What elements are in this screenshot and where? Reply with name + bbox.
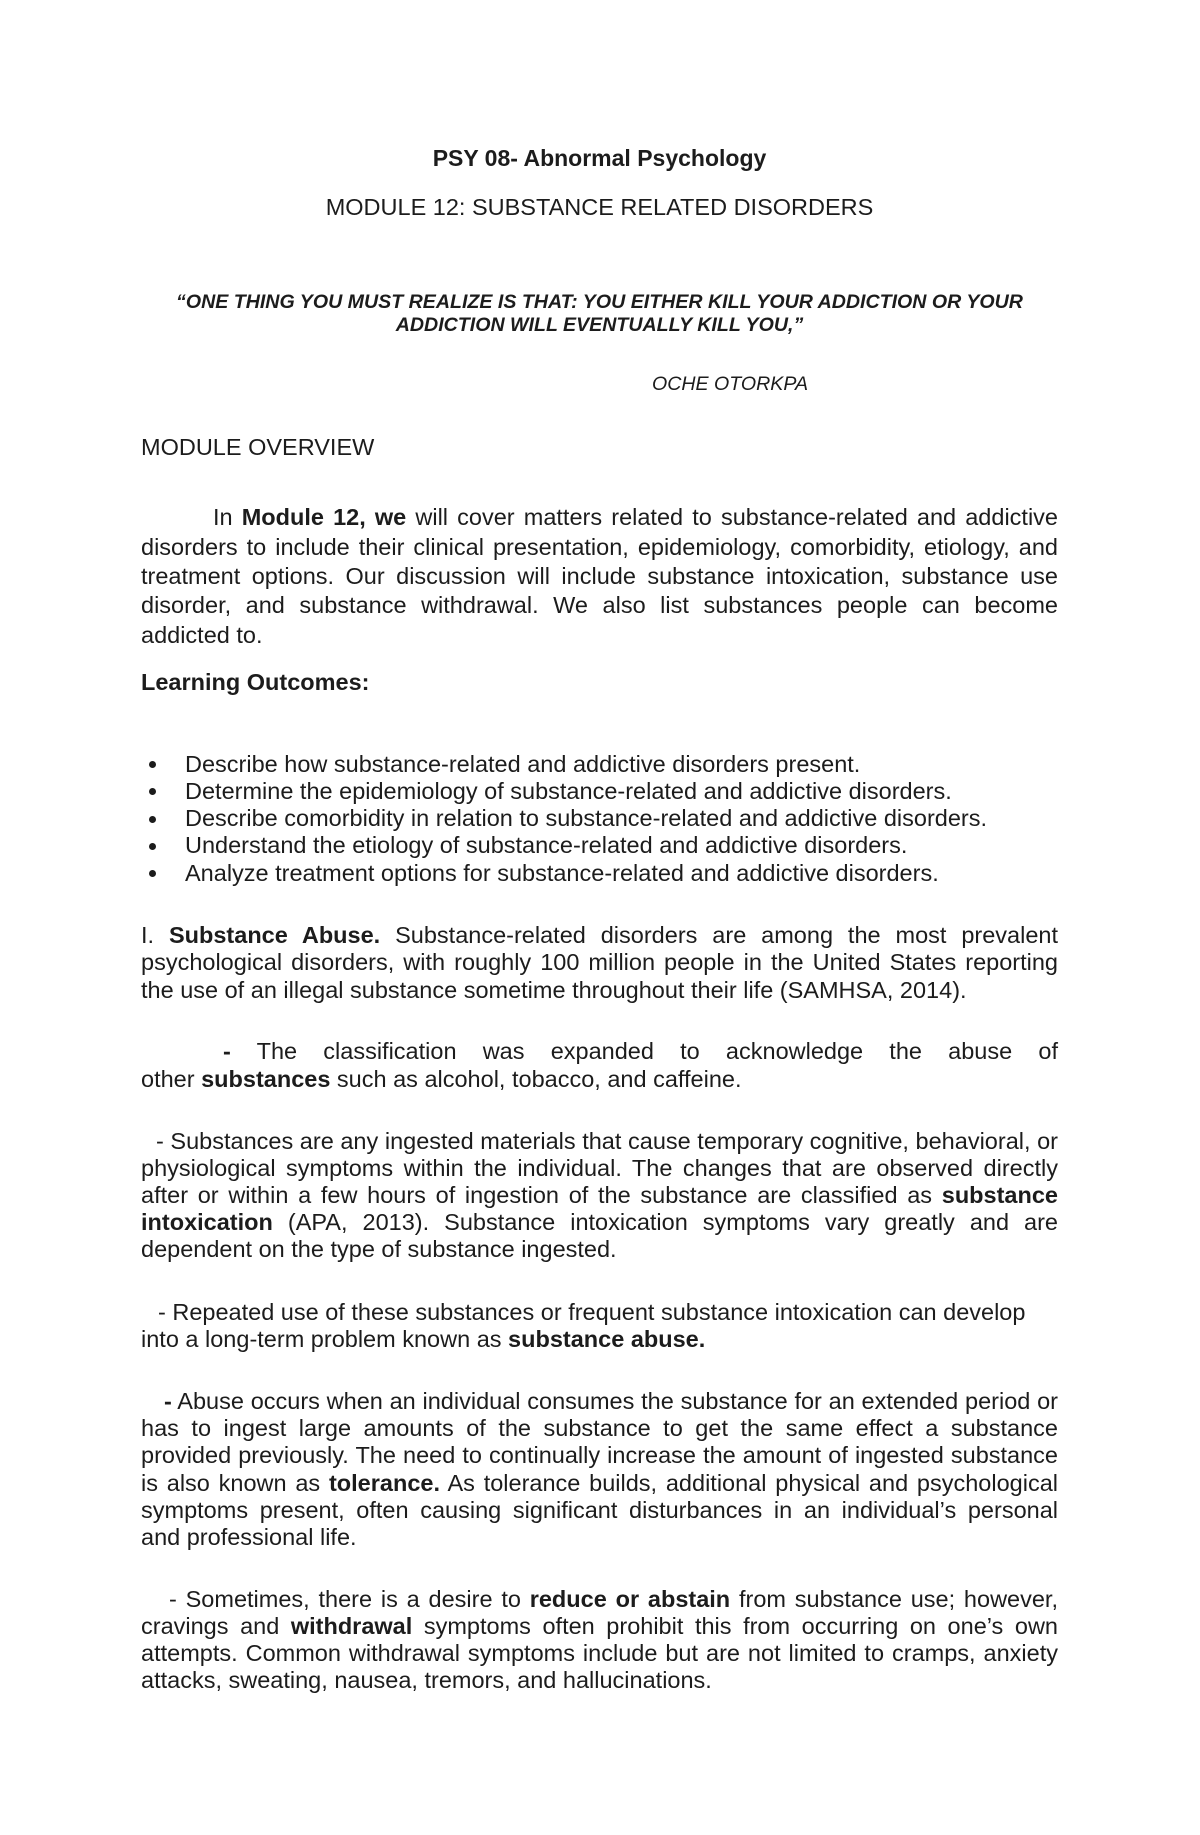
bold-text: Module 12, we xyxy=(241,504,407,531)
list-item xyxy=(141,805,1058,832)
text-line xyxy=(141,977,1058,1005)
abuse-tolerance-paragraph xyxy=(141,1388,1058,1551)
text-line xyxy=(141,533,1058,562)
substances-definition-paragraph xyxy=(141,1128,1058,1263)
quote-author: OCHE OTORKPA xyxy=(652,373,809,395)
line-text xyxy=(141,1066,742,1092)
text-run: other xyxy=(141,1066,202,1093)
line-text xyxy=(158,1299,1025,1325)
line-text xyxy=(164,1388,1058,1414)
text-line xyxy=(141,1442,1058,1469)
text-line xyxy=(141,1209,1058,1236)
text-line xyxy=(141,503,1058,532)
list-item-text: Describe comorbidity in relation to substance-related and addictive disorders. xyxy=(185,805,988,831)
bold-text: - xyxy=(164,1388,172,1414)
text-run: cravings and xyxy=(141,1613,291,1640)
text-line xyxy=(141,1128,1058,1155)
list-item-text: Analyze treatment options for substance-related and addictive disorders. xyxy=(185,859,939,886)
text-run: physiological symptoms within the individual. The changes that are observed directly xyxy=(141,1154,1058,1181)
text-run: Abuse occurs when an individual consumes the substance for an extended period or xyxy=(171,1388,1058,1414)
line-text xyxy=(141,1667,712,1693)
bold-text: - xyxy=(223,1038,231,1065)
text-line xyxy=(141,949,1058,977)
substance-abuse-intro-paragraph xyxy=(141,922,1058,1005)
text-run: The classification was expanded to acknowledge the abuse of xyxy=(230,1038,1058,1065)
text-run: and professional life. xyxy=(141,1523,357,1550)
line-text xyxy=(141,1415,1058,1441)
line-text xyxy=(141,592,1058,618)
text-line xyxy=(141,1065,1058,1093)
list-item xyxy=(141,860,1058,887)
list-item xyxy=(141,751,1058,778)
course-title: PSY 08- Abnormal Psychology xyxy=(432,145,767,171)
bold-text: substance abuse. xyxy=(508,1326,706,1352)
bullet-icon xyxy=(149,788,156,795)
text-run: such as alcohol, tobacco, and caffeine. xyxy=(330,1066,742,1093)
text-line xyxy=(141,591,1058,620)
line-text xyxy=(141,1613,1058,1639)
bullet-icon xyxy=(149,870,156,877)
line-text xyxy=(141,1640,1058,1666)
text-line xyxy=(141,1182,1058,1209)
line-text xyxy=(141,1182,1058,1208)
text-line xyxy=(141,1388,1058,1415)
line-text xyxy=(141,1209,1058,1235)
text-line xyxy=(141,1236,1058,1263)
text-line xyxy=(141,1497,1058,1524)
module-title: MODULE 12: SUBSTANCE RELATED DISORDERS xyxy=(325,194,874,220)
module-overview-heading: MODULE OVERVIEW xyxy=(141,433,375,460)
list-item xyxy=(141,832,1058,859)
line-text xyxy=(141,1442,1058,1468)
list-item-text: Understand the etiology of substance-related and addictive disorders. xyxy=(185,832,908,859)
text-line xyxy=(141,1415,1058,1442)
line-text xyxy=(169,1586,1058,1612)
line-text xyxy=(141,1155,1058,1181)
bold-text: substances xyxy=(201,1066,331,1093)
text-run: has to ingest large amounts of the substance to get the same effect a substance xyxy=(141,1415,1058,1442)
text-line xyxy=(141,1299,1058,1326)
quote-line: “ONE THING YOU MUST REALIZE IS THAT: YOU EITHER KILL YOUR ADDICTION OR YOUR xyxy=(176,290,1023,313)
line-text xyxy=(141,1470,1058,1496)
text-line xyxy=(141,1155,1058,1182)
line-text xyxy=(156,1128,1058,1154)
text-run: from substance use; however, xyxy=(730,1586,1058,1613)
line-text xyxy=(141,1236,617,1262)
learning-outcomes-list xyxy=(141,751,1058,887)
text-run: dependent on the type of substance ingested. xyxy=(141,1235,617,1262)
line-text xyxy=(141,1497,1058,1523)
bullet-icon xyxy=(149,816,156,823)
text-run: attempts. Common withdrawal symptoms include but are not limited to cramps, anxiety xyxy=(141,1640,1058,1667)
list-item xyxy=(141,778,1058,805)
text-line xyxy=(141,1326,1058,1353)
text-run: Substance-related disorders are among the most prevalent xyxy=(380,921,1058,948)
list-item-text: Describe how substance-related and addictive disorders present. xyxy=(185,750,861,777)
withdrawal-paragraph xyxy=(141,1586,1058,1694)
bullet-icon xyxy=(149,843,156,850)
line-text xyxy=(141,622,263,648)
quote-line: ADDICTION WILL EVENTUALLY KILL YOU,” xyxy=(395,314,804,336)
text-line xyxy=(141,1613,1058,1640)
text-line xyxy=(141,1037,1058,1065)
classification-paragraph xyxy=(141,1037,1058,1093)
text-run: In xyxy=(213,504,242,531)
line-text xyxy=(223,1038,1058,1064)
text-run: symptoms often prohibit this from occurring on one’s own xyxy=(412,1613,1058,1640)
text-line xyxy=(141,1586,1058,1613)
text-line xyxy=(141,621,1058,650)
epigraph-quote xyxy=(141,291,1058,338)
line-text xyxy=(141,949,1058,975)
bold-text: withdrawal xyxy=(290,1613,413,1640)
text-run: the use of an illegal substance sometime throughout their life (SAMHSA, 2014). xyxy=(141,976,967,1003)
text-run: treatment options. Our discussion will include substance intoxication, substance use xyxy=(141,563,1058,590)
text-run: after or within a few hours of ingestion of the substance are classified as xyxy=(141,1181,942,1208)
text-line xyxy=(141,1524,1058,1551)
line-text xyxy=(141,563,1058,589)
bold-text: Substance Abuse. xyxy=(168,921,381,948)
text-line xyxy=(141,922,1058,950)
list-item-text: Determine the epidemiology of substance-related and addictive disorders. xyxy=(185,777,952,804)
text-run: symptoms present, often causing significant disturbances in an individual’s personal xyxy=(141,1496,1058,1523)
line-text xyxy=(141,534,1058,560)
text-run: I. xyxy=(141,921,169,948)
text-line xyxy=(141,562,1058,591)
text-run: is also known as xyxy=(141,1469,329,1496)
line-text xyxy=(141,977,967,1003)
text-run: - Substances are any ingested materials that cause temporary cognitive, behavioral, or xyxy=(156,1127,1058,1154)
text-run: attacks, sweating, nausea, tremors, and hallucinations. xyxy=(141,1667,712,1694)
text-run: disorder, and substance withdrawal. We also list substances people can become xyxy=(141,592,1058,619)
overview-paragraph xyxy=(141,503,1058,650)
text-line xyxy=(141,1667,1058,1694)
text-line xyxy=(141,1470,1058,1497)
line-text xyxy=(141,922,1058,948)
text-run: provided previously. The need to continually increase the amount of ingested substance xyxy=(141,1442,1058,1469)
text-run: disorders to include their clinical presentation, epidemiology, comorbidity, etiology, and xyxy=(141,533,1058,560)
line-text xyxy=(213,504,1058,530)
bullet-icon xyxy=(149,761,156,768)
text-run: will cover matters related to substance-related and addictive xyxy=(406,504,1058,531)
line-text xyxy=(141,1326,705,1352)
learning-outcomes-heading: Learning Outcomes: xyxy=(141,669,370,695)
bold-text: reduce or abstain xyxy=(529,1586,731,1613)
text-run: - Sometimes, there is a desire to xyxy=(169,1586,530,1613)
text-run: (APA, 2013). Substance intoxication symptoms vary greatly and are xyxy=(272,1208,1058,1235)
bold-text: intoxication xyxy=(141,1208,273,1235)
text-run: addicted to. xyxy=(141,621,263,648)
bold-text: substance xyxy=(941,1181,1058,1208)
text-run: into a long-term problem known as xyxy=(141,1326,509,1352)
text-run: - Repeated use of these substances or frequent substance intoxication can develop xyxy=(158,1299,1026,1325)
line-text xyxy=(141,1524,357,1550)
text-run: As tolerance builds, additional physical and psychological xyxy=(440,1469,1059,1496)
bold-text: tolerance. xyxy=(328,1469,440,1496)
text-line xyxy=(141,1640,1058,1667)
text-run: psychological disorders, with roughly 100 million people in the United States reporting xyxy=(141,949,1058,975)
repeated-use-paragraph xyxy=(141,1299,1058,1353)
